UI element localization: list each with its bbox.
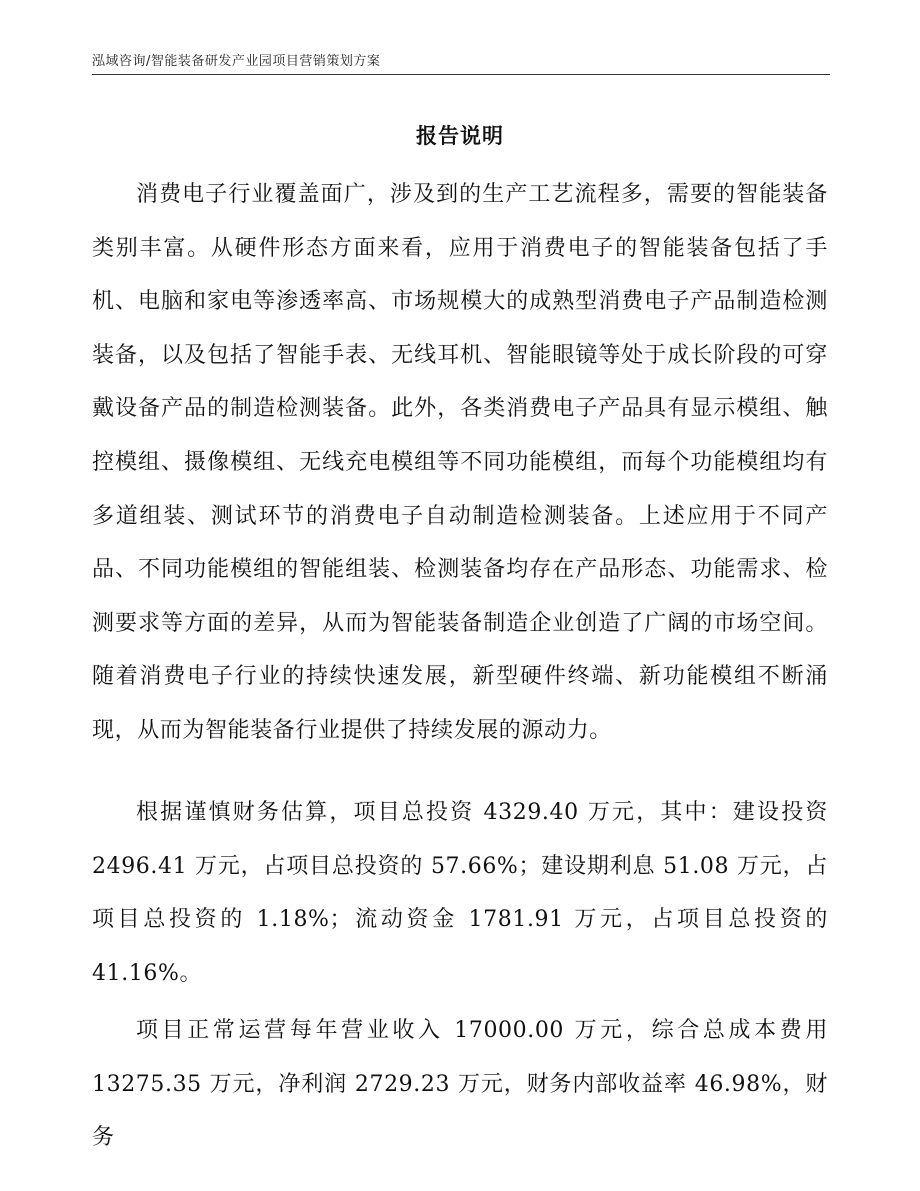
- running-header: 泓域咨询/智能装备研发产业园项目营销策划方案: [92, 54, 381, 69]
- paragraph-operating-revenue: 项目正常运营每年营业收入 17000.00 万元，综合总成本费用 13275.35 万元，净利润 2729.23 万元，财务内部收益率 46.98%，财务: [92, 1018, 828, 1151]
- section-title: 报告说明: [416, 124, 504, 148]
- paragraph-industry-overview: 消费电子行业覆盖面广，涉及到的生产工艺流程多，需要的智能装备类别丰富。从硬件形态方面来看，应用于消费电子的智能装备包括了手机、电脑和家电等渗透率高、市场规模大的成熟型消费电子产品制造检测装备，以及包括了智能手表、无线耳机、智能眼镜等处于成长阶段的可穿戴设备产品的制造检测装备。此外，各类消费电子产品具有显示模组、触控模组、摄像模组、无线充电模组等不同功能模组，而每个功能模组均有多道组装、测试环节的消费电子自动制造检测装备。上述应用于不同产品、不同功能模组的智能组装、检测装备均存在产品形态、功能需求、检测要求等方面的差异，从而为智能装备制造企业创造了广阔的市场空间。随着消费电子行业的持续快速发展，新型硬件终端、新功能模组不断涌现，从而为智能装备行业提供了持续发展的源动力。: [92, 182, 828, 743]
- header-divider: [92, 74, 830, 75]
- paragraph-investment-estimate: 根据谨慎财务估算，项目总投资 4329.40 万元，其中：建设投资 2496.41 万元，占项目总投资的 57.66%；建设期利息 51.08 万元，占项目总投资的 1.18%；流动资金 1781.91 万元，占项目总投资的 41.16%。: [92, 800, 828, 986]
